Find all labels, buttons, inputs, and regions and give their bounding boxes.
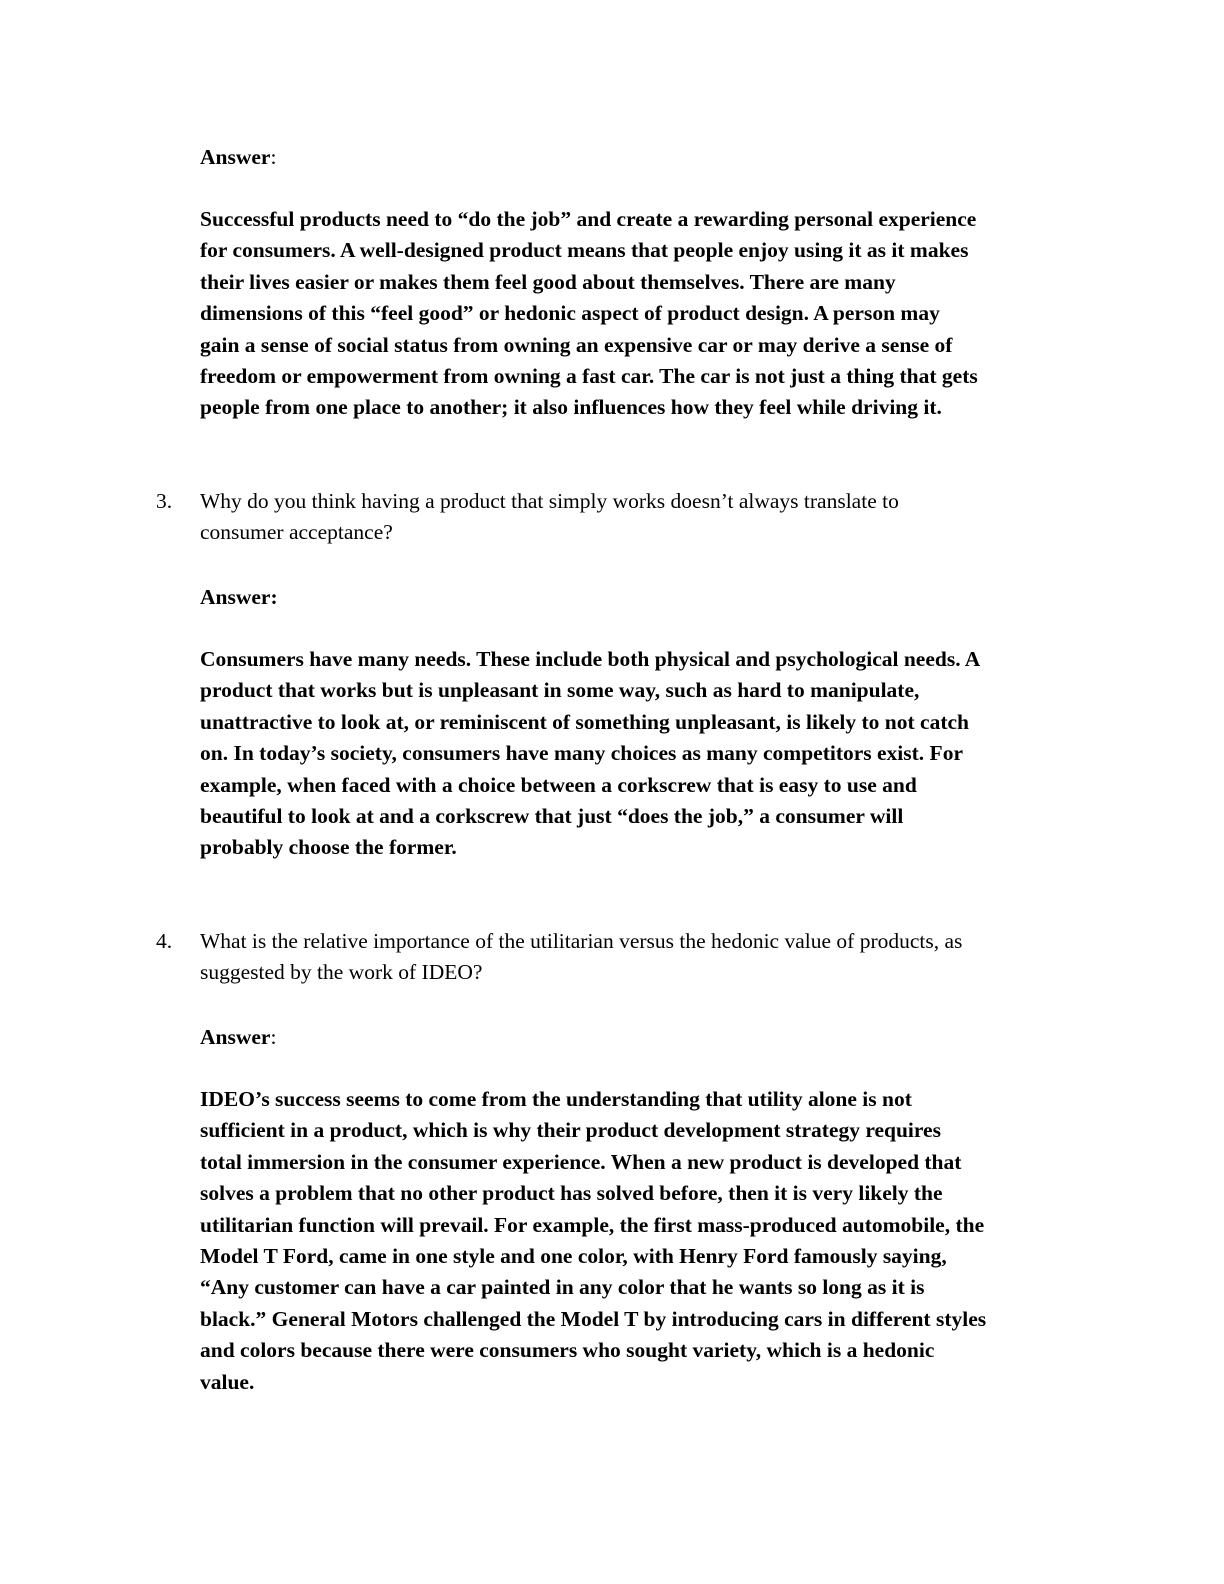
answer-label: Answer: [200,585,278,609]
answer-line: for consumers. A well-designed product means that people enjoy using it as it makes [200,238,969,263]
answer-line: “Any customer can have a car painted in any color that he wants so long as it is [200,1275,925,1300]
question-number: 3. [156,489,173,513]
answer-line: on. In today’s society, consumers have many choices as many competitors exist. For [200,741,963,766]
answer-line: dimensions of this “feel good” or hedonic aspect of product design. A person may [200,301,940,326]
question-number: 4. [156,929,173,953]
answer-label: Answer: [200,1025,277,1049]
answer-line: example, when faced with a choice between a corkscrew that is easy to use and [200,772,917,797]
answer-line: total immersion in the consumer experience. When a new product is developed that [200,1149,962,1174]
answer-label: Answer: [200,145,277,169]
answer-line: their lives easier or makes them feel good about themselves. There are many [200,269,896,294]
question-line: suggested by the work of IDEO? [200,960,483,985]
answer-line: Consumers have many needs. These include both physical and psychological needs. A [200,647,981,671]
answer-line: utilitarian function will prevail. For example, the first mass-produced automobile, the [200,1212,985,1237]
answer-paragraph [200,1084,1080,1398]
answer-line: sufficient in a product, which is why their product development strategy requires [200,1118,941,1143]
answer-line: people from one place to another; it also influences how they feel while driving it. [200,395,942,420]
answer-line: freedom or empowerment from owning a fast car. The car is not just a thing that gets [200,364,978,389]
answer-line: black.” General Motors challenged the Model T by introducing cars in different styles [200,1306,987,1331]
answer-line: IDEO’s success seems to come from the understanding that utility alone is not [200,1087,912,1111]
answer-line: probably choose the former. [200,835,457,860]
question-text [200,486,1076,549]
answer-line: gain a sense of social status from owning an expensive car or may derive a sense of [200,332,953,357]
answer-line: and colors because there were consumers who sought variety, which is a hedonic [200,1338,935,1363]
answer-line: unattractive to look at, or reminiscent of something unpleasant, is likely to not catch [200,709,969,734]
answer-line: beautiful to look at and a corkscrew that just “does the job,” a consumer will [200,804,904,829]
answer-paragraph [200,644,1080,864]
answer-paragraph [200,204,1080,424]
answer-line: Model T Ford, came in one style and one color, with Henry Ford famously saying, [200,1244,947,1269]
answer-line: product that works but is unpleasant in some way, such as hard to manipulate, [200,678,920,703]
answer-line: value. [200,1369,255,1394]
answer-line: Successful products need to “do the job” and create a rewarding personal experience [200,207,977,231]
question-line: consumer acceptance? [200,520,393,545]
question-line: What is the relative importance of the utilitarian versus the hedonic value of products, as [200,929,963,953]
question-line: Why do you think having a product that simply works doesn’t always translate to [200,489,899,513]
answer-line: solves a problem that no other product has solved before, then it is very likely the [200,1181,943,1206]
question-text [200,926,1076,989]
